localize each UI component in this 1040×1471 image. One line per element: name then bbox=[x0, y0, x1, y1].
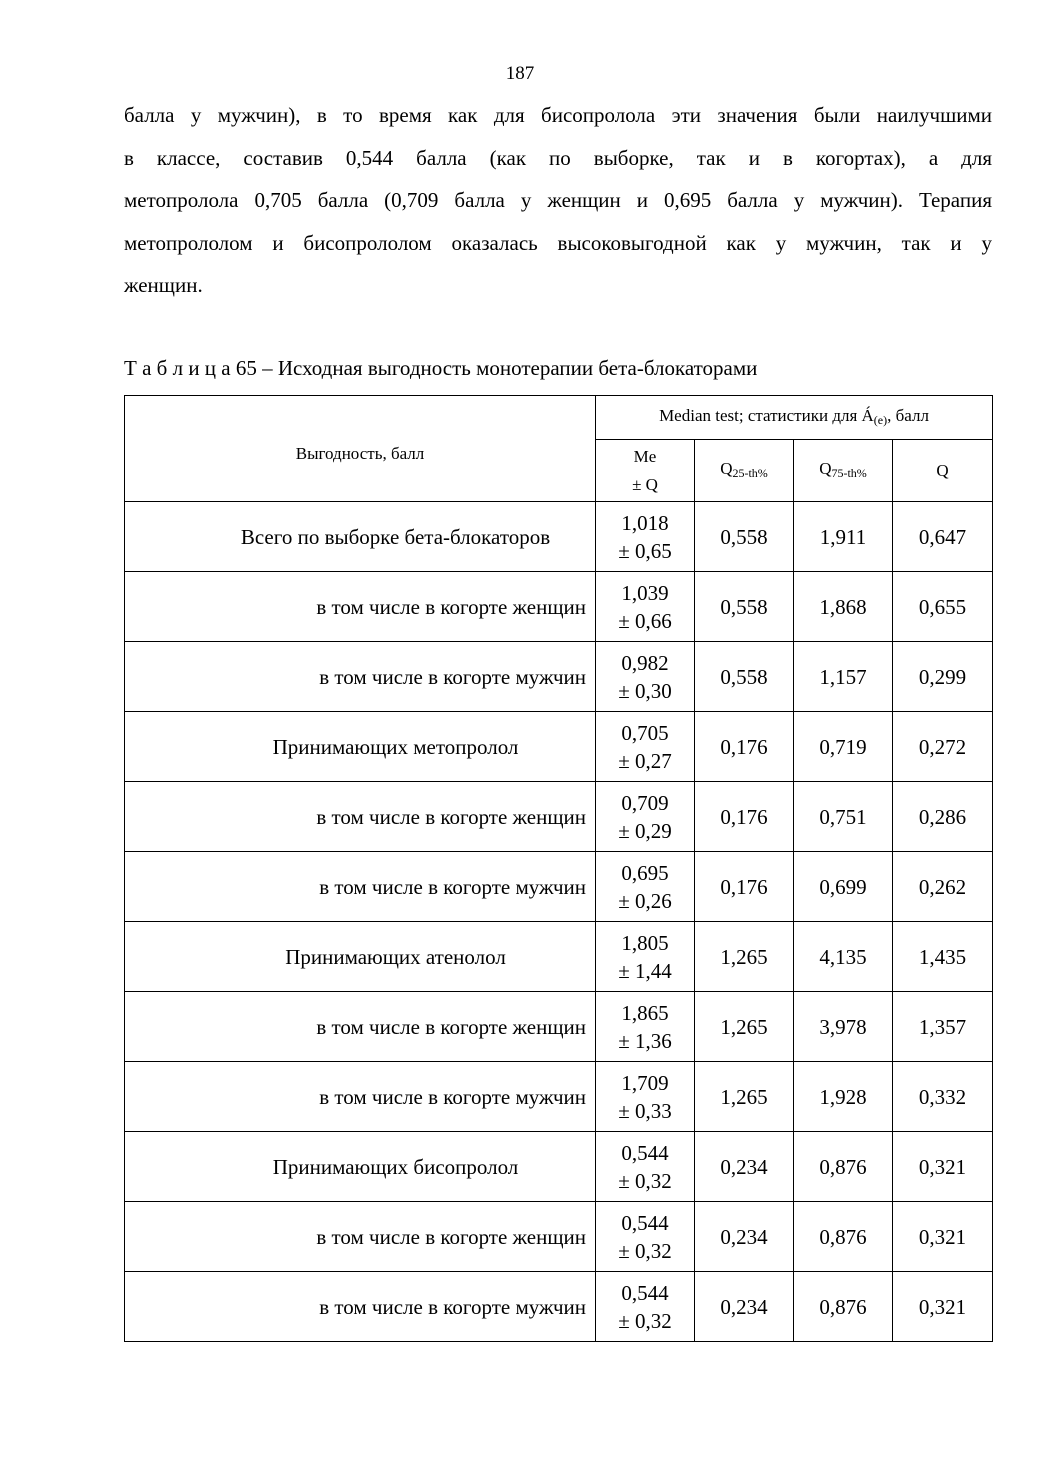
table-row bbox=[125, 922, 993, 992]
table-row bbox=[125, 1062, 993, 1132]
col-header-q75-main: Q bbox=[819, 458, 832, 478]
table-row bbox=[125, 1202, 993, 1272]
cell-q75: 1,928 bbox=[794, 1062, 893, 1132]
paragraph-line: метопрололом и бисопрололом оказалась высоковыгодной как у мужчин, так и у bbox=[124, 230, 992, 255]
cell-me bbox=[596, 992, 695, 1062]
cell-me-value: 0,709 bbox=[621, 790, 669, 815]
col-header-me-line2: ± Q bbox=[632, 474, 658, 494]
header-label-cell bbox=[125, 396, 596, 502]
cell-q75: 3,978 bbox=[794, 992, 893, 1062]
cell-me-value: 1,039 bbox=[621, 580, 669, 605]
cell-me-value: 1,865 bbox=[621, 1000, 669, 1025]
row-label: в том числе в когорте мужчин bbox=[125, 642, 596, 712]
row-label: Принимающих метопролол bbox=[125, 712, 596, 782]
cell-q75: 1,157 bbox=[794, 642, 893, 712]
cell-q25: 0,176 bbox=[695, 712, 794, 782]
table-row bbox=[125, 992, 993, 1062]
page-number: 187 bbox=[505, 63, 535, 84]
cell-q: 0,272 bbox=[893, 712, 993, 782]
cell-me-deviation: ± 0,32 bbox=[618, 1308, 672, 1333]
cell-q75: 4,135 bbox=[794, 922, 893, 992]
cell-q75: 0,876 bbox=[794, 1132, 893, 1202]
cell-me bbox=[596, 502, 695, 572]
cell-me-deviation: ± 0,65 bbox=[618, 538, 672, 563]
cell-me bbox=[596, 852, 695, 922]
col-header-q75 bbox=[794, 440, 893, 502]
table-row bbox=[125, 1132, 993, 1202]
cell-q25: 0,176 bbox=[695, 782, 794, 852]
cell-q25: 0,176 bbox=[695, 852, 794, 922]
cell-q25: 0,234 bbox=[695, 1132, 794, 1202]
cell-q25: 1,265 bbox=[695, 992, 794, 1062]
cell-q25: 1,265 bbox=[695, 1062, 794, 1132]
cell-q: 0,286 bbox=[893, 782, 993, 852]
cell-q: 0,321 bbox=[893, 1202, 993, 1272]
cell-q25: 0,558 bbox=[695, 642, 794, 712]
cell-q: 0,321 bbox=[893, 1132, 993, 1202]
cell-me-deviation: ± 1,44 bbox=[618, 958, 672, 983]
cell-q: 0,321 bbox=[893, 1272, 993, 1342]
cell-me-value: 0,544 bbox=[621, 1140, 669, 1165]
table-row bbox=[125, 782, 993, 852]
cell-q: 0,647 bbox=[893, 502, 993, 572]
group-header-suffix: , балл bbox=[887, 405, 929, 425]
paragraph-line: женщин. bbox=[124, 273, 203, 297]
col-header-me-line1: Me bbox=[633, 446, 657, 466]
col-header-q25-main: Q bbox=[720, 458, 733, 478]
cell-q25: 0,558 bbox=[695, 502, 794, 572]
cell-q75: 1,911 bbox=[794, 502, 893, 572]
group-header-cell bbox=[596, 396, 993, 440]
row-label: в том числе в когорте женщин bbox=[125, 782, 596, 852]
row-label: Принимающих бисопролол bbox=[125, 1132, 596, 1202]
cell-q75: 0,876 bbox=[794, 1202, 893, 1272]
cell-me bbox=[596, 1272, 695, 1342]
cell-q: 1,357 bbox=[893, 992, 993, 1062]
cell-me-deviation: ± 0,32 bbox=[618, 1168, 672, 1193]
col-header-me bbox=[596, 440, 695, 502]
table-caption: Т а б л и ц а 65 – Исходная выгодность монотерапии бета-блокаторами bbox=[124, 356, 758, 380]
cell-q: 0,299 bbox=[893, 642, 993, 712]
cell-me bbox=[596, 1202, 695, 1272]
cell-me-deviation: ± 0,27 bbox=[618, 748, 672, 773]
cell-q75: 0,719 bbox=[794, 712, 893, 782]
cell-me bbox=[596, 922, 695, 992]
cell-q25: 0,234 bbox=[695, 1202, 794, 1272]
cell-me-deviation: ± 0,30 bbox=[618, 678, 672, 703]
col-header-q25-sub: 25-th% bbox=[732, 465, 768, 480]
cell-me-value: 0,695 bbox=[621, 860, 669, 885]
cell-me-value: 0,982 bbox=[621, 650, 669, 675]
cell-me-deviation: ± 0,29 bbox=[618, 818, 672, 843]
cell-me bbox=[596, 1132, 695, 1202]
group-header-text: Median test; статистики для Á bbox=[659, 405, 874, 425]
col-header-q75-sub: 75-th% bbox=[831, 465, 867, 480]
cell-me-deviation: ± 1,36 bbox=[618, 1028, 672, 1053]
row-label: в том числе в когорте мужчин bbox=[125, 1062, 596, 1132]
cell-q25: 0,234 bbox=[695, 1272, 794, 1342]
row-label: в том числе в когорте женщин bbox=[125, 992, 596, 1062]
table-row bbox=[125, 1272, 993, 1342]
cell-me-deviation: ± 0,26 bbox=[618, 888, 672, 913]
data-table bbox=[124, 395, 993, 1342]
cell-me-deviation: ± 0,66 bbox=[618, 608, 672, 633]
cell-q: 0,655 bbox=[893, 572, 993, 642]
table-row bbox=[125, 572, 993, 642]
row-label: в том числе в когорте женщин bbox=[125, 1202, 596, 1272]
col-header-q-label: Q bbox=[936, 460, 949, 480]
cell-q: 1,435 bbox=[893, 922, 993, 992]
paragraph-line: в классе, составив 0,544 балла (как по выборке, так и в когортах), а для bbox=[124, 145, 992, 170]
col-header-q bbox=[893, 440, 993, 502]
cell-me bbox=[596, 712, 695, 782]
cell-me-deviation: ± 0,33 bbox=[618, 1098, 672, 1123]
cell-me bbox=[596, 782, 695, 852]
group-header-subscript: (e) bbox=[873, 412, 888, 427]
row-label: Принимающих атенолол bbox=[125, 922, 596, 992]
row-label: Всего по выборке бета-блокаторов bbox=[125, 502, 596, 572]
table-row bbox=[125, 712, 993, 782]
table-row bbox=[125, 502, 993, 572]
cell-q: 0,262 bbox=[893, 852, 993, 922]
body-paragraph bbox=[124, 94, 992, 307]
cell-q75: 0,751 bbox=[794, 782, 893, 852]
cell-me-value: 0,705 bbox=[621, 720, 669, 745]
cell-q75: 0,876 bbox=[794, 1272, 893, 1342]
col-header-q25 bbox=[695, 440, 794, 502]
table-row bbox=[125, 642, 993, 712]
row-label: в том числе в когорте женщин bbox=[125, 572, 596, 642]
header-row bbox=[125, 396, 993, 440]
cell-me-deviation: ± 0,32 bbox=[618, 1238, 672, 1263]
cell-me-value: 1,805 bbox=[621, 930, 669, 955]
cell-me-value: 0,544 bbox=[621, 1280, 669, 1305]
cell-me-value: 1,018 bbox=[621, 510, 669, 535]
cell-q25: 0,558 bbox=[695, 572, 794, 642]
cell-q25: 1,265 bbox=[695, 922, 794, 992]
cell-q75: 0,699 bbox=[794, 852, 893, 922]
paragraph-line: балла у мужчин), в то время как для бисопролола эти значения были наилучшими bbox=[124, 103, 992, 127]
cell-me-value: 0,544 bbox=[621, 1210, 669, 1235]
cell-me-value: 1,709 bbox=[621, 1070, 669, 1095]
cell-me bbox=[596, 642, 695, 712]
cell-me bbox=[596, 572, 695, 642]
cell-q75: 1,868 bbox=[794, 572, 893, 642]
header-label: Выгодность, балл bbox=[295, 444, 425, 463]
row-label: в том числе в когорте мужчин bbox=[125, 852, 596, 922]
table-row bbox=[125, 852, 993, 922]
cell-me bbox=[596, 1062, 695, 1132]
cell-q: 0,332 bbox=[893, 1062, 993, 1132]
paragraph-line: метопролола 0,705 балла (0,709 балла у женщин и 0,695 балла у мужчин). Терапия bbox=[124, 188, 992, 212]
row-label: в том числе в когорте мужчин bbox=[125, 1272, 596, 1342]
